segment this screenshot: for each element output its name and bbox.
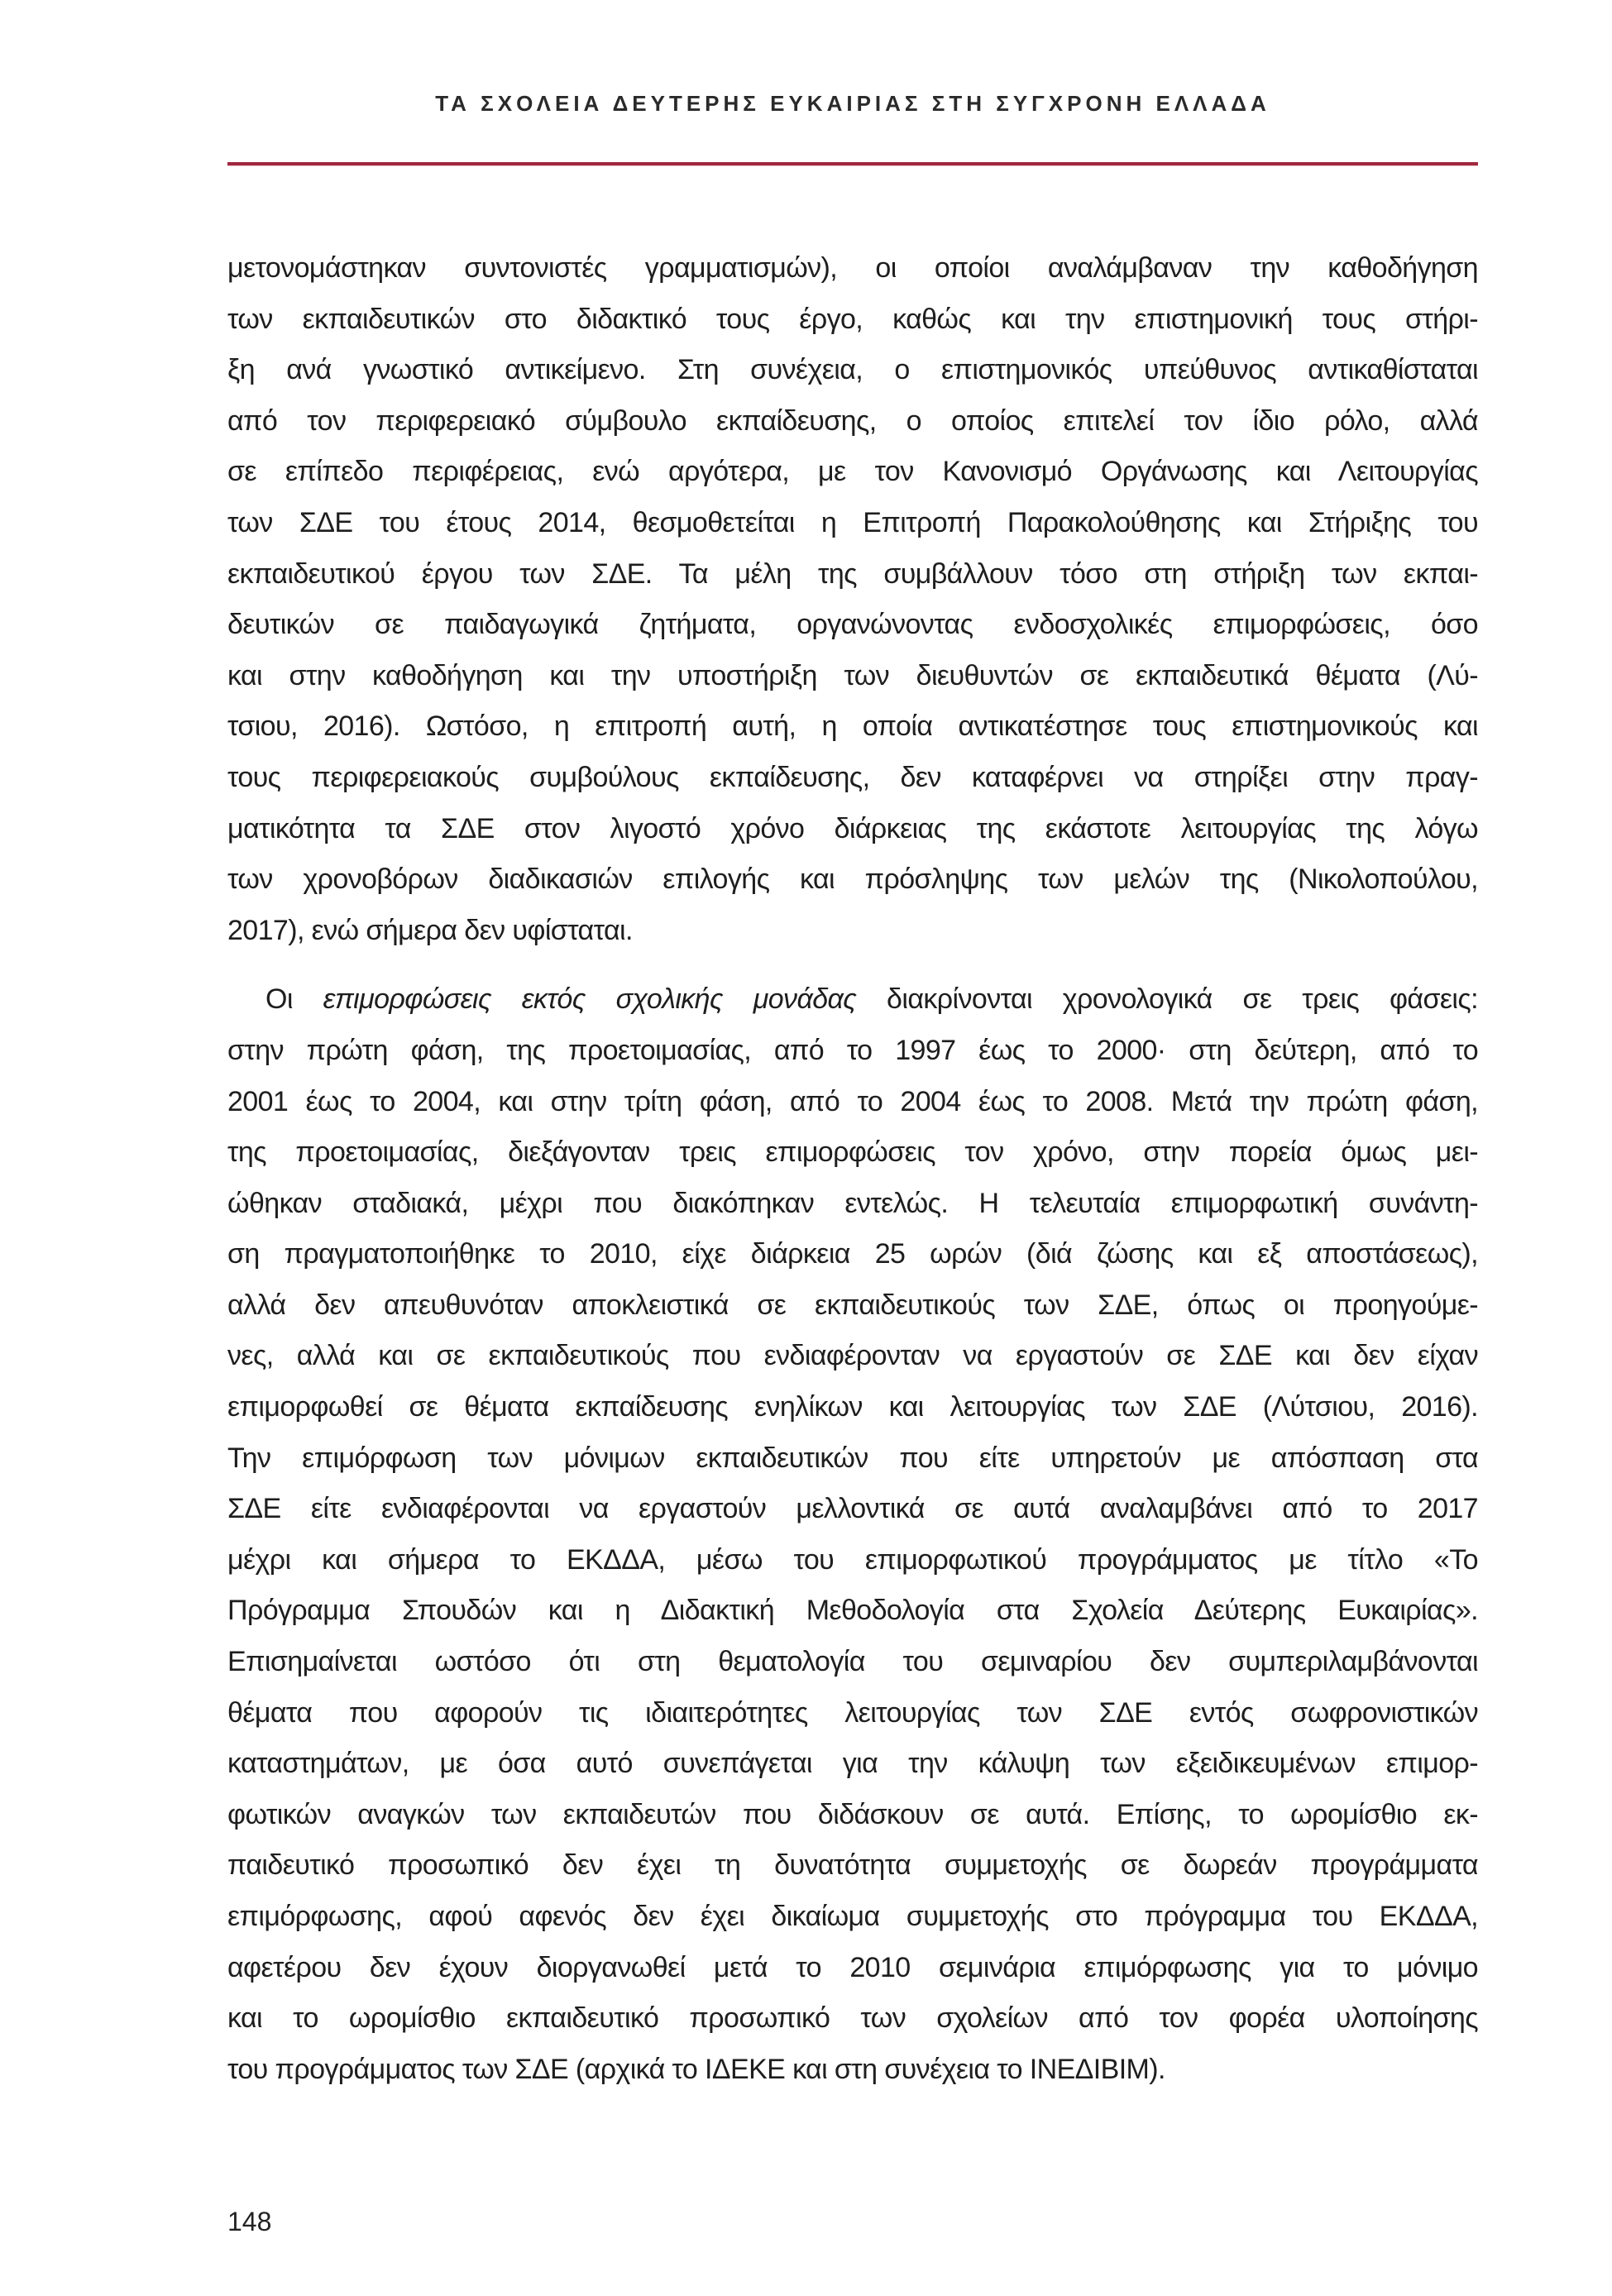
text-line: ΣΔΕ είτε ενδιαφέρονται να εργαστούν μελλοντικά σε αυτά αναλαμβάνει από το 2017 <box>227 1493 1478 1525</box>
text-line: αφετέρου δεν έχουν διοργανωθεί μετά το 2010 σεμινάρια επιμόρφωσης για το μόνιμο <box>227 1951 1478 1983</box>
text-line: των ΣΔΕ του έτους 2014, θεσμοθετείται η Επιτροπή Παρακολούθησης και Στήριξης του <box>227 506 1478 538</box>
text-line: φωτικών αναγκών των εκπαιδευτών που διδάσκουν σε αυτά. Επίσης, το ωρομίσθιο εκ- <box>227 1798 1478 1830</box>
paragraph-first-line <box>227 974 1478 1026</box>
text-line: επιμορφωθεί σε θέματα εκπαίδευσης ενηλίκων και λειτουργίας των ΣΔΕ (Λύτσιου, 2016). <box>227 1391 1478 1423</box>
text-line: ση πραγματοποιήθηκε το 2010, είχε διάρκεια 25 ωρών (διά ζώσης και εξ αποστάσεως), <box>227 1238 1478 1270</box>
text-line: ξη ανά γνωστικό αντικείμενο. Στη συνέχεια, ο επιστημονικός υπεύθυνος αντικαθίσταται <box>227 354 1478 386</box>
text-line: ώθηκαν σταδιακά, μέχρι που διακόπηκαν εντελώς. Η τελευταία επιμορφωτική συνάντη- <box>227 1187 1478 1219</box>
text-run: Οι <box>265 983 323 1016</box>
text-line: στην πρώτη φάση, της προετοιμασίας, από το 1997 έως το 2000· στη δεύτερη, από το <box>227 1034 1478 1066</box>
running-header-title: ΤΑ ΣΧΟΛΕΙΑ ΔΕΥΤΕΡΗΣ ΕΥΚΑΙΡΙΑΣ ΣΤΗ ΣΥΓΧΡΟΝΗ ΕΛΛΑΔΑ <box>435 91 1270 116</box>
emphasized-term: επιμορφώσεις εκτός σχολικής μονάδας <box>323 983 857 1016</box>
text-line: 2017), ενώ σήμερα δεν υφίσταται. <box>227 914 633 946</box>
text-line: μέχρι και σήμερα το ΕΚΔΔΑ, μέσω του επιμορφωτικού προγράμματος με τίτλο «Το <box>227 1543 1478 1576</box>
text-line: σε επίπεδο περιφέρειας, ενώ αργότερα, με τον Κανονισμό Οργάνωσης και Λειτουργίας <box>227 456 1478 488</box>
text-line: από τον περιφερειακό σύμβουλο εκπαίδευσης, ο οποίος επιτελεί τον ίδιο ρόλο, αλλά <box>227 404 1478 437</box>
page-number: 148 <box>227 2207 272 2236</box>
text-line: των χρονοβόρων διαδικασιών επιλογής και πρόσληψης των μελών της (Νικολοπούλου, <box>227 863 1478 896</box>
text-line: των εκπαιδευτικών στο διδακτικό τους έργο, καθώς και την επιστημονική τους στήρι- <box>227 303 1478 335</box>
text-line: τους περιφερειακούς συμβούλους εκπαίδευσης, δεν καταφέρνει να στηρίξει στην πραγ- <box>227 761 1478 793</box>
text-line: παιδευτικό προσωπικό δεν έχει τη δυνατότητα συμμετοχής σε δωρεάν προγράμματα <box>227 1849 1478 1882</box>
text-line: και το ωρομίσθιο εκπαιδευτικό προσωπικό των σχολείων από τον φορέα υλοποίησης <box>227 2002 1478 2035</box>
text-line: 2001 έως το 2004, και στην τρίτη φάση, από το 2004 έως το 2008. Μετά την πρώτη φάση, <box>227 1085 1478 1117</box>
text-line: Την επιμόρφωση των μόνιμων εκπαιδευτικών που είτε υπηρετούν με απόσπαση στα <box>227 1442 1478 1474</box>
text-line: Επισημαίνεται ωστόσο ότι στη θεματολογία του σεμιναρίου δεν συμπεριλαμβάνονται <box>227 1646 1478 1678</box>
text-line: νες, αλλά και σε εκπαιδευτικούς που ενδιαφέρονταν να εργαστούν σε ΣΔΕ και δεν είχαν <box>227 1340 1478 1372</box>
text-line: εκπαιδευτικού έργου των ΣΔΕ. Τα μέλη της συμβάλλουν τόσο στη στήριξη των εκπαι- <box>227 557 1478 590</box>
text-line: και στην καθοδήγηση και την υποστήριξη των διευθυντών σε εκπαιδευτικά θέματα (Λύ- <box>227 659 1478 691</box>
text-run: διακρίνονται χρονολογικά σε τρεις φάσεις: <box>856 983 1478 1016</box>
header-divider <box>227 162 1478 166</box>
paragraph-1 <box>227 243 1478 956</box>
text-line: της προετοιμασίας, διεξάγονταν τρεις επιμορφώσεις τον χρόνο, στην πορεία όμως μει- <box>227 1136 1478 1169</box>
text-line: δευτικών σε παιδαγωγικά ζητήματα, οργανώνοντας ενδοσχολικές επιμορφώσεις, όσο <box>227 609 1478 641</box>
text-line: ματικότητα τα ΣΔΕ στον λιγοστό χρόνο διάρκειας της εκάστοτε λειτουργίας της λόγω <box>227 812 1478 844</box>
text-line: τσιου, 2016). Ωστόσο, η επιτροπή αυτή, η οποία αντικατέστησε τους επιστημονικούς και <box>227 710 1478 743</box>
text-line: μετονομάστηκαν συντονιστές γραμματισμών), οι οποίοι αναλάμβαναν την καθοδήγηση <box>227 252 1478 284</box>
text-line: του προγράμματος των ΣΔΕ (αρχικά το ΙΔΕΚΕ και στη συνέχεια το ΙΝΕΔΙΒΙΜ). <box>227 2053 1165 2085</box>
text-line: καταστημάτων, με όσα αυτό συνεπάγεται για την κάλυψη των εξειδικευμένων επιμορ- <box>227 1748 1478 1780</box>
text-line: επιμόρφωσης, αφού αφενός δεν έχει δικαίωμα συμμετοχής στο πρόγραμμα του ΕΚΔΔΑ, <box>227 1901 1478 1932</box>
text-line: θέματα που αφορούν τις ιδιαιτερότητες λειτουργίας των ΣΔΕ εντός σωφρονιστικών <box>227 1696 1478 1729</box>
paragraph-2 <box>227 974 1478 2095</box>
text-line: αλλά δεν απευθυνόταν αποκλειστικά σε εκπαιδευτικούς των ΣΔΕ, όπως οι προηγούμε- <box>227 1289 1478 1321</box>
text-line: Πρόγραμμα Σπουδών και η Διδακτική Μεθοδολογία στα Σχολεία Δεύτερης Ευκαιρίας». <box>227 1595 1478 1627</box>
body-text <box>227 243 1478 2095</box>
